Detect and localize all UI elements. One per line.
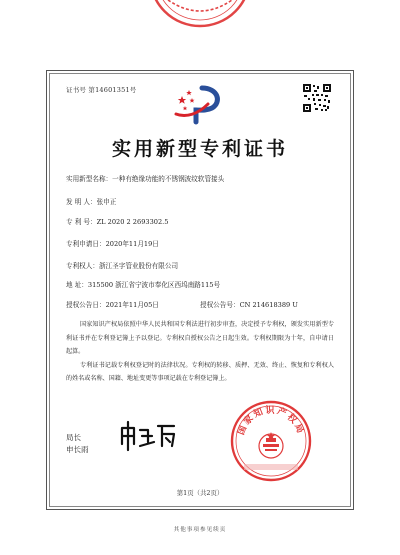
field-inventor: 发 明 人：张申正 [66,198,117,206]
body-paragraph-1: 国家知识产权局依照中华人民共和国专利法进行初步审查，决定授予专利权，颁发实用新型专利证书并在专利登记簿上予以登记。专利权自授权公告之日起生效。专利权期限为十年，自申请日起算。 [66,321,334,355]
field-address: 地 址：315500 浙江省宁波市奉化区西坞南路115号 [66,281,221,289]
handwritten-signature [118,420,178,452]
signature-block [66,432,89,456]
bottom-seal-stamp [230,400,312,482]
field-application-date: 专利申请日：2020年11月19日 [66,240,159,248]
certificate-title: 实用新型专利证书 [111,138,288,160]
field-grant-date: 授权公告日：2021年11月05日 [66,301,159,309]
page-number: 第1页（共2页） [176,489,224,497]
certificate-serial: 证书号 第14601351号 [66,86,137,94]
signature-name: 申长雨 [66,445,89,454]
field-patent-number: 专 利 号：ZL 2020 2 2693302.5 [66,218,169,226]
body-paragraph-2: 专利证书记载专利权登记时的法律状况。专利权的转移、质押、无效、终止、恢复和专利权人的姓名或名称、国籍、地址变更等事项记载在专利登记簿上。 [66,361,334,382]
signature-role: 局长 [66,433,81,442]
footer-note: 其他事项参见续页 [173,527,227,533]
cnipa-logo-icon [172,84,228,126]
field-patentee: 专利权人：浙江圣字管业股份有限公司 [66,262,179,270]
qr-code-icon [303,84,331,112]
certificate-body [66,318,334,386]
field-grant-number: 授权公告号：CN 214618389 U [200,301,298,309]
top-seal-stamp [148,0,252,28]
field-utility-name: 实用新型名称：一种有绝缘功能的不锈钢波纹软管接头 [66,175,225,183]
seal-text: 国家知识产权局 [236,406,306,437]
svg-text:国家知识产权局 [235,404,307,437]
